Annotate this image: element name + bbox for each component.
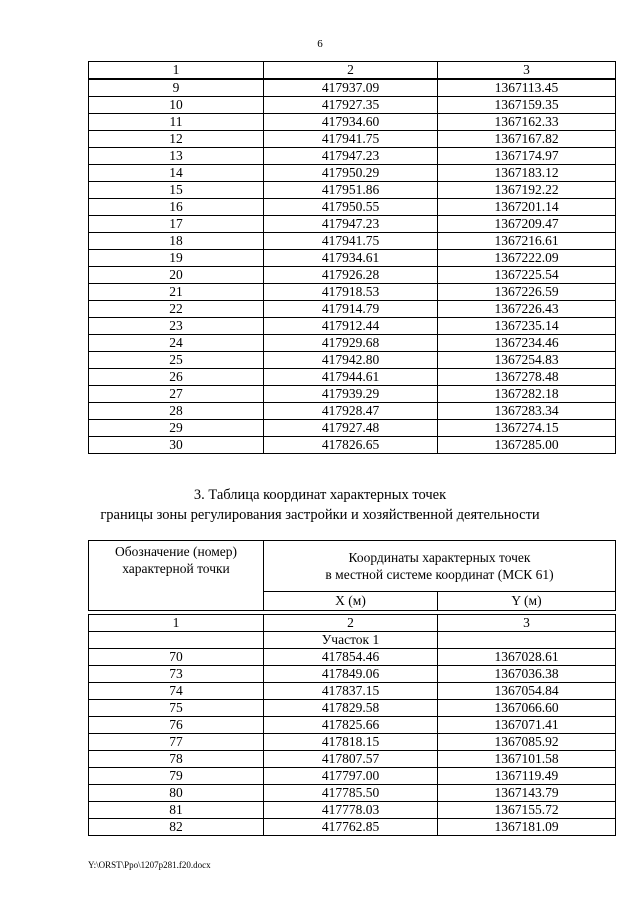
table-row xyxy=(89,649,616,666)
point-number: 82 xyxy=(89,819,264,836)
y-coordinate: 1367028.61 xyxy=(438,649,616,666)
point-number: 13 xyxy=(89,148,264,165)
y-coordinate: 1367274.15 xyxy=(438,420,616,437)
x-coordinate: 417926.28 xyxy=(264,267,438,284)
point-number: 73 xyxy=(89,666,264,683)
table-row xyxy=(89,148,616,165)
x-coordinate: 417854.46 xyxy=(264,649,438,666)
page-number: 6 xyxy=(317,38,323,50)
x-header: X (м) xyxy=(264,592,438,611)
point-number: 28 xyxy=(89,403,264,420)
table-row xyxy=(89,250,616,267)
x-coordinate: 417807.57 xyxy=(264,751,438,768)
x-coordinate: 417947.23 xyxy=(264,216,438,233)
table-row xyxy=(89,734,616,751)
empty-cell xyxy=(89,632,264,649)
y-coordinate: 1367155.72 xyxy=(438,802,616,819)
table-row xyxy=(89,131,616,148)
x-coordinate: 417778.03 xyxy=(264,802,438,819)
point-number: 79 xyxy=(89,768,264,785)
y-coordinate: 1367209.47 xyxy=(438,216,616,233)
x-coordinate: 417785.50 xyxy=(264,785,438,802)
x-coordinate: 417950.55 xyxy=(264,199,438,216)
x-coordinate: 417837.15 xyxy=(264,683,438,700)
y-coordinate: 1367278.48 xyxy=(438,369,616,386)
table-row xyxy=(89,233,616,250)
table-row xyxy=(89,683,616,700)
y-coordinate: 1367282.18 xyxy=(438,386,616,403)
y-coordinate: 1367222.09 xyxy=(438,250,616,267)
point-number: 14 xyxy=(89,165,264,182)
x-coordinate: 417934.60 xyxy=(264,114,438,131)
point-number: 22 xyxy=(89,301,264,318)
table-row xyxy=(89,751,616,768)
section-label-row xyxy=(89,632,616,649)
column-numbers-row xyxy=(89,615,616,632)
y-coordinate: 1367085.92 xyxy=(438,734,616,751)
column-number-3: 3 xyxy=(438,62,616,80)
y-coordinate: 1367066.60 xyxy=(438,700,616,717)
table-row xyxy=(89,420,616,437)
y-coordinate: 1367235.14 xyxy=(438,318,616,335)
point-number: 80 xyxy=(89,785,264,802)
y-coordinate: 1367226.59 xyxy=(438,284,616,301)
x-coordinate: 417825.66 xyxy=(264,717,438,734)
point-number: 10 xyxy=(89,97,264,114)
section-label: Участок 1 xyxy=(264,632,438,649)
column-number-3: 3 xyxy=(438,615,616,632)
y-coordinate: 1367225.54 xyxy=(438,267,616,284)
coordinates-header-line-1: Координаты характерных точек xyxy=(348,550,531,565)
y-coordinate: 1367174.97 xyxy=(438,148,616,165)
point-number: 16 xyxy=(89,199,264,216)
coordinates-header xyxy=(264,541,616,592)
x-coordinate: 417829.58 xyxy=(264,700,438,717)
table-row xyxy=(89,802,616,819)
table-row xyxy=(89,819,616,836)
x-coordinate: 417941.75 xyxy=(264,233,438,250)
table-row xyxy=(89,437,616,454)
column-number-1: 1 xyxy=(89,62,264,80)
table-row xyxy=(89,301,616,318)
y-coordinate: 1367071.41 xyxy=(438,717,616,734)
table-row xyxy=(89,199,616,216)
y-coordinate: 1367167.82 xyxy=(438,131,616,148)
x-coordinate: 417941.75 xyxy=(264,131,438,148)
table-row xyxy=(89,700,616,717)
point-number: 26 xyxy=(89,369,264,386)
y-coordinate: 1367119.49 xyxy=(438,768,616,785)
y-coordinate: 1367283.34 xyxy=(438,403,616,420)
x-coordinate: 417950.29 xyxy=(264,165,438,182)
section-title-line-2: границы зоны регулирования застройки и хозяйственной деятельности xyxy=(100,507,540,523)
table-row xyxy=(89,267,616,284)
table-row xyxy=(89,386,616,403)
point-number: 9 xyxy=(89,79,264,97)
point-number: 27 xyxy=(89,386,264,403)
point-number: 76 xyxy=(89,717,264,734)
x-coordinate: 417918.53 xyxy=(264,284,438,301)
table-row xyxy=(89,717,616,734)
point-number: 15 xyxy=(89,182,264,199)
table-row xyxy=(89,79,616,97)
y-coordinate: 1367036.38 xyxy=(438,666,616,683)
table-row xyxy=(89,182,616,199)
x-coordinate: 417942.80 xyxy=(264,352,438,369)
point-number: 17 xyxy=(89,216,264,233)
x-coordinate: 417912.44 xyxy=(264,318,438,335)
y-coordinate: 1367181.09 xyxy=(438,819,616,836)
y-coordinate: 1367159.35 xyxy=(438,97,616,114)
x-coordinate: 417849.06 xyxy=(264,666,438,683)
x-coordinate: 417914.79 xyxy=(264,301,438,318)
point-number: 30 xyxy=(89,437,264,454)
point-number: 20 xyxy=(89,267,264,284)
point-number: 23 xyxy=(89,318,264,335)
table-header-row xyxy=(89,62,616,80)
footer-file-path: Y:\ORST\Ppo\1207p281.f20.docx xyxy=(88,860,211,870)
table-row xyxy=(89,216,616,233)
x-coordinate: 417826.65 xyxy=(264,437,438,454)
y-coordinate: 1367226.43 xyxy=(438,301,616,318)
table-row xyxy=(89,114,616,131)
point-number: 24 xyxy=(89,335,264,352)
table-row xyxy=(89,403,616,420)
coordinates-table-continued xyxy=(88,61,616,454)
y-coordinate: 1367054.84 xyxy=(438,683,616,700)
x-coordinate: 417797.00 xyxy=(264,768,438,785)
y-coordinate: 1367162.33 xyxy=(438,114,616,131)
table-row xyxy=(89,785,616,802)
table-header-row xyxy=(89,541,616,592)
point-designation-header-line-1: Обозначение (номер) xyxy=(115,544,237,559)
point-number: 78 xyxy=(89,751,264,768)
point-number: 29 xyxy=(89,420,264,437)
point-number: 19 xyxy=(89,250,264,267)
y-header: Y (м) xyxy=(438,592,616,611)
table-row xyxy=(89,335,616,352)
point-designation-header-line-2: характерной точки xyxy=(122,561,230,576)
point-number: 81 xyxy=(89,802,264,819)
x-coordinate: 417929.68 xyxy=(264,335,438,352)
point-number: 12 xyxy=(89,131,264,148)
point-number: 21 xyxy=(89,284,264,301)
y-coordinate: 1367216.61 xyxy=(438,233,616,250)
x-coordinate: 417818.15 xyxy=(264,734,438,751)
table-row xyxy=(89,768,616,785)
column-number-2: 2 xyxy=(264,615,438,632)
x-coordinate: 417762.85 xyxy=(264,819,438,836)
column-number-1: 1 xyxy=(89,615,264,632)
column-number-2: 2 xyxy=(264,62,438,80)
x-coordinate: 417934.61 xyxy=(264,250,438,267)
x-coordinate: 417937.09 xyxy=(264,79,438,97)
y-coordinate: 1367143.79 xyxy=(438,785,616,802)
zone-coordinates-table xyxy=(88,540,616,836)
point-number: 75 xyxy=(89,700,264,717)
point-number: 70 xyxy=(89,649,264,666)
table-row xyxy=(89,352,616,369)
y-coordinate: 1367234.46 xyxy=(438,335,616,352)
y-coordinate: 1367183.12 xyxy=(438,165,616,182)
point-number: 77 xyxy=(89,734,264,751)
x-coordinate: 417947.23 xyxy=(264,148,438,165)
y-coordinate: 1367201.14 xyxy=(438,199,616,216)
coordinates-header-line-2: в местной системе координат (МСК 61) xyxy=(325,567,554,582)
table-row xyxy=(89,165,616,182)
x-coordinate: 417927.48 xyxy=(264,420,438,437)
table-row xyxy=(89,369,616,386)
y-coordinate: 1367101.58 xyxy=(438,751,616,768)
point-designation-header xyxy=(89,541,264,611)
x-coordinate: 417927.35 xyxy=(264,97,438,114)
x-coordinate: 417928.47 xyxy=(264,403,438,420)
y-coordinate: 1367285.00 xyxy=(438,437,616,454)
empty-cell xyxy=(438,632,616,649)
table-row xyxy=(89,284,616,301)
x-coordinate: 417939.29 xyxy=(264,386,438,403)
section-title-line-1: 3. Таблица координат характерных точек xyxy=(193,487,447,503)
x-coordinate: 417951.86 xyxy=(264,182,438,199)
x-coordinate: 417944.61 xyxy=(264,369,438,386)
table-row xyxy=(89,97,616,114)
y-coordinate: 1367254.83 xyxy=(438,352,616,369)
point-number: 74 xyxy=(89,683,264,700)
point-number: 11 xyxy=(89,114,264,131)
point-number: 18 xyxy=(89,233,264,250)
table-row xyxy=(89,666,616,683)
y-coordinate: 1367192.22 xyxy=(438,182,616,199)
table-row xyxy=(89,318,616,335)
y-coordinate: 1367113.45 xyxy=(438,79,616,97)
point-number: 25 xyxy=(89,352,264,369)
